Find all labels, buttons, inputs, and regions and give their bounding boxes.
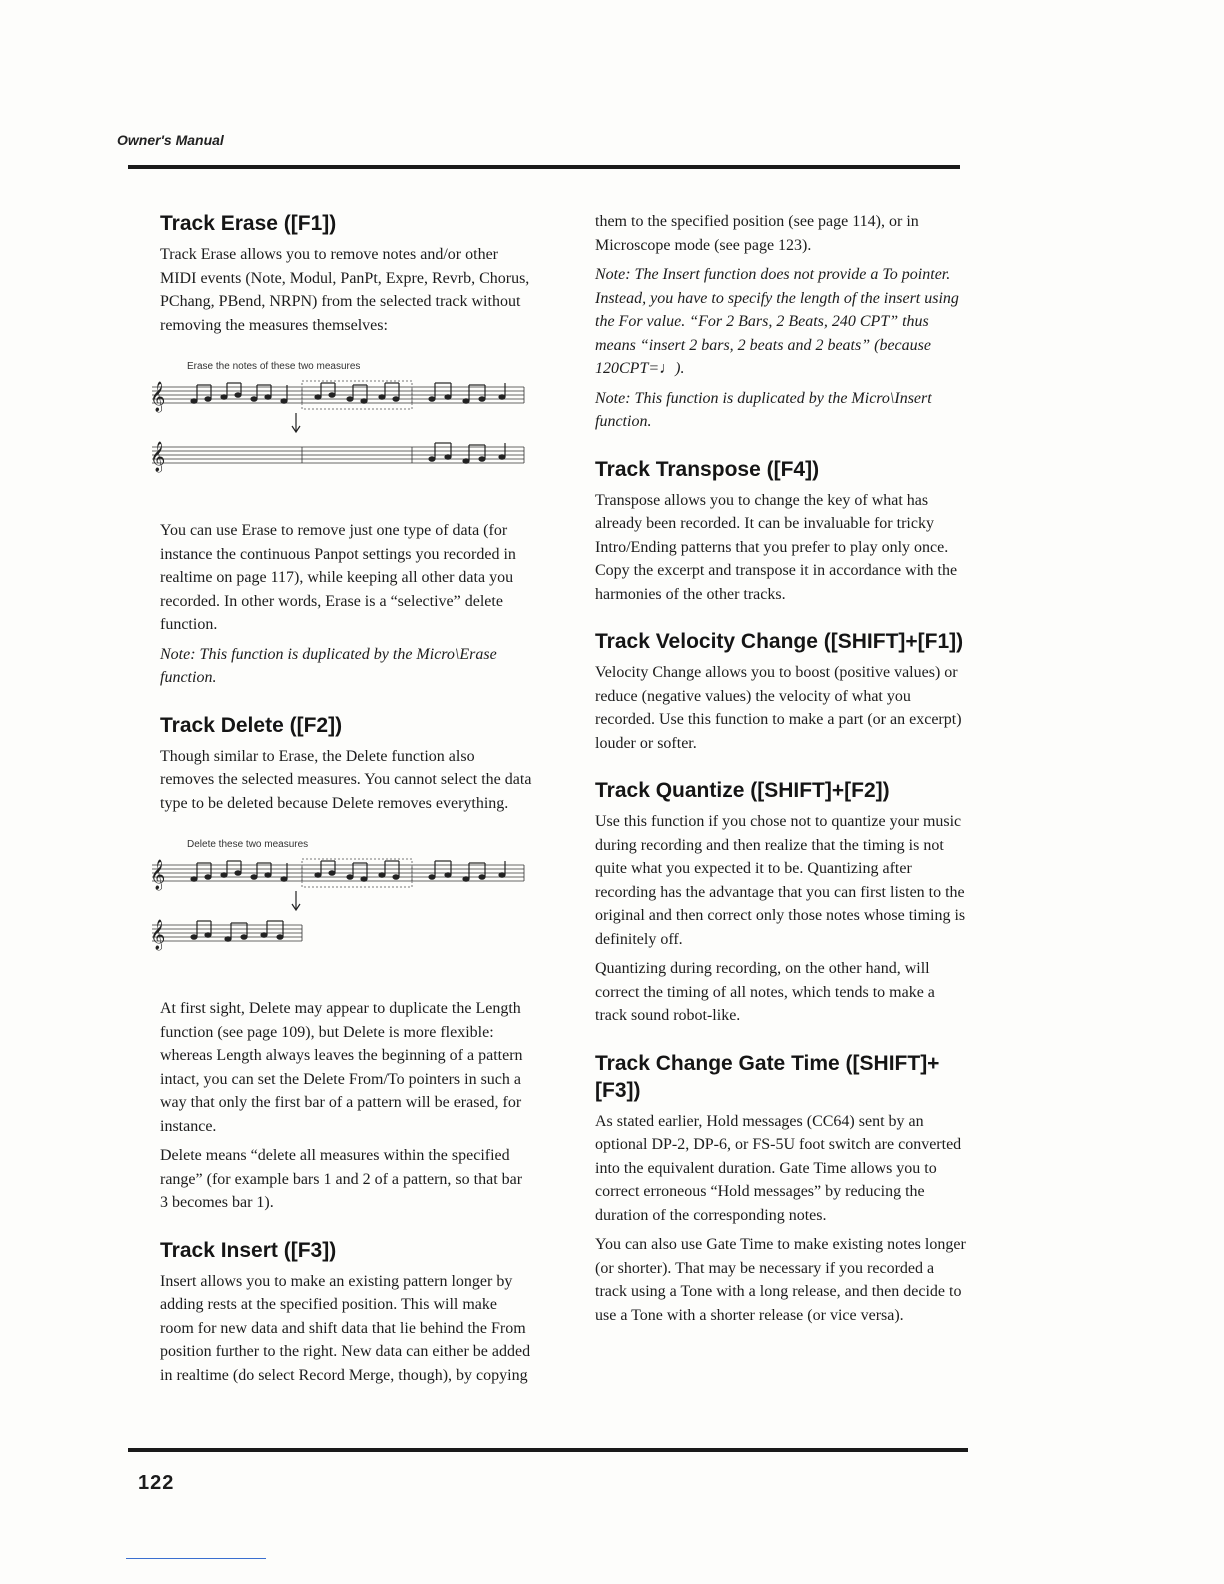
top-rule (128, 165, 960, 169)
bottom-rule (128, 1448, 968, 1452)
heading-track-insert: Track Insert ([F3]) (160, 1238, 337, 1262)
heading-track-erase: Track Erase ([F1]) (160, 212, 337, 235)
gate-paragraph-2: You can also use Gate Time to make existing notes longer (or shorter). That may be necessary if you recorded a track using a Tone with a long release, and then decide to use a Tone with a shorter release (or vice versa). (595, 1236, 966, 1324)
page-number: 122 (138, 1472, 175, 1494)
down-arrow-icon (292, 891, 300, 910)
erase-staff-diagram (142, 373, 532, 493)
header-label: Owner's Manual (117, 132, 224, 148)
left-column (150, 210, 532, 1409)
erase-paragraph-1: Track Erase allows you to remove notes and/or other MIDI events (Note, Modul, PanPt, Expre, Revrb, Chorus, PChang, PBend, NRPN) from the selected track without removing the measures themselves: (160, 246, 530, 334)
right-column (595, 210, 967, 1349)
heading-track-quantize: Track Quantize ([SHIFT]+[F2]) (595, 779, 890, 802)
delete-paragraph-3: Delete means “delete all measures within the specified range” (for example bars 1 and 2 of a pattern, so that bar 3 becomes bar 1). (160, 1147, 523, 1211)
insert-paragraph-1: Insert allows you to make an existing pattern longer by adding rests at the specified position. This will make room for new data and shift data that lie behind the From position further to the right. New data can either be added in realtime (do select Record Merge, though), by copying (160, 1272, 531, 1384)
delete-paragraph-1: Though similar to Erase, the Delete function also removes the selected measures. You cannot select the data type to be deleted because Delete removes everything. (160, 747, 532, 812)
erase-note: Note: This function is duplicated by the Micro\Erase function. (160, 645, 497, 686)
erase-figure-caption: Erase the notes of these two measures (187, 361, 361, 372)
gate-paragraph-1: As stated earlier, Hold messages (CC64) sent by an optional DP-2, DP-6, or FS-5U foot switch are converted into the equivalent duration. Gate Time allows you to correct erroneous “Hold messages” by reducing the duration of the corresponding notes. (595, 1112, 962, 1224)
treble-clef-icon: 𝄞 (150, 442, 166, 472)
down-arrow-icon (292, 413, 300, 432)
erase-music-figure (142, 361, 532, 501)
section-track-gate-time (595, 1050, 967, 1328)
section-track-transpose (595, 456, 967, 607)
treble-clef-icon: 𝄞 (150, 382, 166, 412)
heading-track-gate-time: Track Change Gate Time ([SHIFT]+[F3]) (595, 1051, 940, 1102)
treble-clef-icon: 𝄞 (150, 860, 166, 890)
insert-note-2: Note: This function is duplicated by the Micro\Insert function. (595, 389, 932, 430)
velocity-paragraph: Velocity Change allows you to boost (positive values) or reduce (negative values) the velocity of what you recorded. Use this function to make a part (or an excerpt) louder or softer. (595, 664, 962, 752)
heading-track-delete: Track Delete ([F2]) (160, 713, 343, 737)
treble-clef-icon: 𝄞 (150, 920, 166, 950)
section-track-insert (160, 1237, 532, 1388)
footer-line (126, 1558, 266, 1559)
section-track-erase (150, 210, 532, 690)
insert-cont-paragraph: them to the specified position (see page 114), or in Microscope mode (see page 123). (595, 213, 919, 254)
quantize-paragraph-1: Use this function if you chose not to quantize your music during recording and then realize that the timing is not quite what you expected it to be. Quantizing after recording has the advantage that you can first listen to the original and then correct only those notes whose timing is definitely off. (595, 813, 966, 948)
erase-paragraph-2: You can use Erase to remove just one type of data (for instance the continuous Panpot settings you recorded in realtime on page 117), while keeping all other data you recorded. In other words, Erase is a “selective” delete function. (160, 522, 516, 633)
delete-figure-caption: Delete these two measures (187, 839, 309, 850)
section-track-quantize (595, 777, 967, 1028)
section-insert-continued (595, 210, 967, 434)
section-track-delete (150, 712, 532, 1215)
section-track-velocity (595, 628, 967, 755)
delete-staff-diagram (142, 851, 532, 971)
delete-music-figure (142, 839, 532, 979)
heading-track-velocity: Track Velocity Change ([SHIFT]+[F1]) (595, 630, 964, 653)
quantize-paragraph-2: Quantizing during recording, on the other hand, will correct the timing of all notes, which tends to make a track sound robot-like. (595, 960, 935, 1024)
insert-note-1: Note: The Insert function does not provide a To pointer. Instead, you have to specify the length of the insert using the For value. “For 2 Bars, 2 Beats, 240 CPT” thus means “insert 2 bars, 2 beats and 2 beats” (because 120CPT=♩). (595, 266, 959, 377)
delete-paragraph-2: At first sight, Delete may appear to duplicate the Length function (see page 109), but Delete is more flexible: whereas Length always leaves the beginning of a pattern intact, you can set the Delete From/To pointers in such a way that only the first bar of a pattern will be erased, for instance. (160, 1000, 523, 1135)
heading-track-transpose: Track Transpose ([F4]) (595, 457, 820, 481)
transpose-paragraph: Transpose allows you to change the key of what has already been recorded. It can be invaluable for tricky Intro/Ending patterns that you prefer to play only once. Copy the excerpt and transpose it in accordance with the harmonies of the other tracks. (595, 491, 958, 603)
